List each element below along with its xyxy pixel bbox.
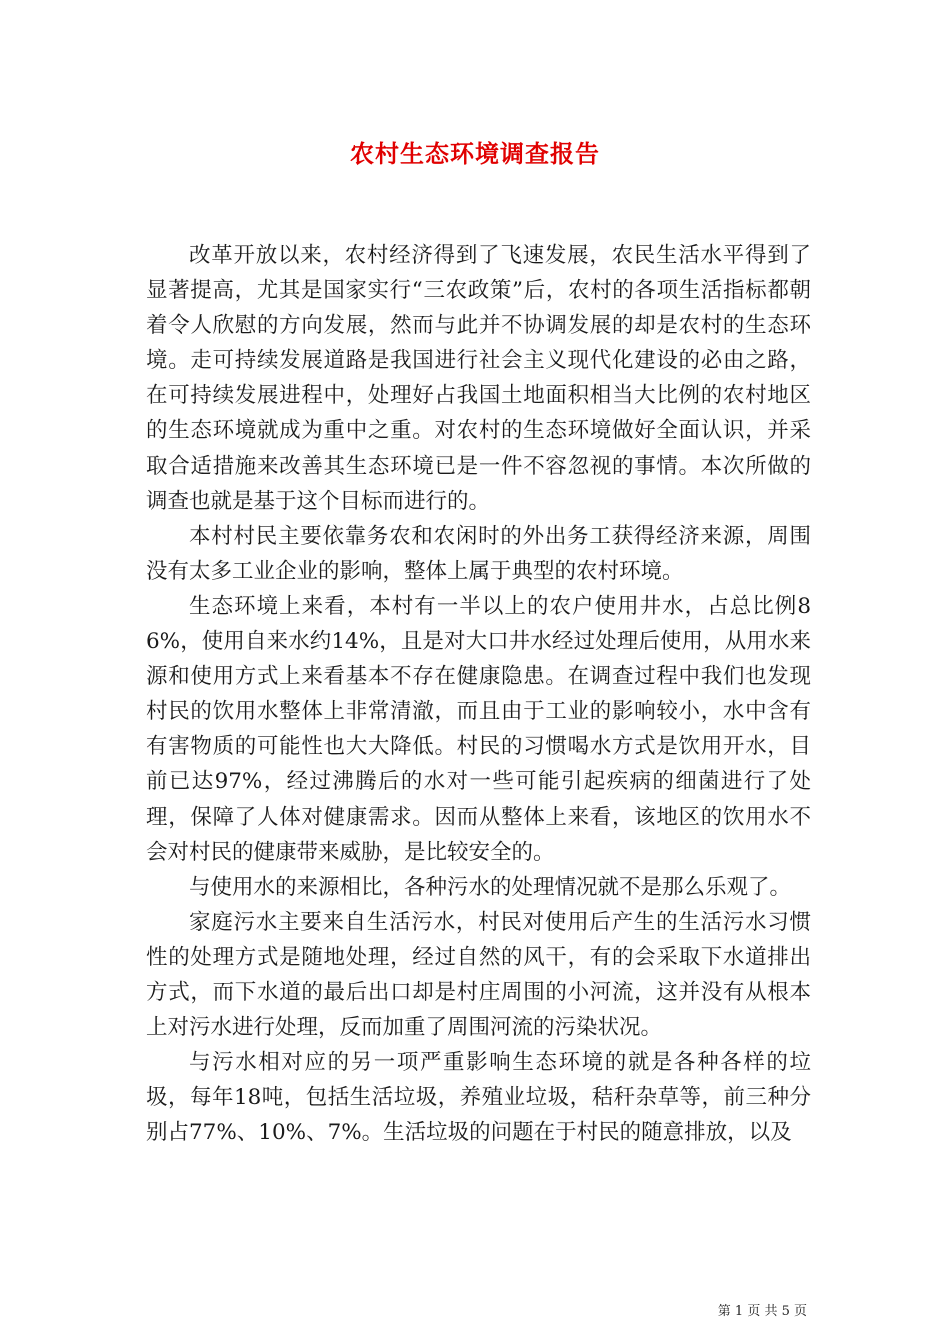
page-number: 第 1 页 共 5 页 [717, 1304, 807, 1319]
paragraph-water-source: 生态环境上来看，本村有一半以上的农户使用井水，占总比例86%，使用自来水约14%，且是对大口井水经过处理后使用，从用水来源和使用方式上来看基本不存在健康隐患。在调查过程中我们也发现村民的饮用水整体上非常清澈，而且由于工业的影响较小，水中含有有害物质的可能性也大大降低。村民的习惯喝水方式是饮用开水，目前已达97%，经过沸腾后的水对一些可能引起疾病的细菌进行了处理，保障了人体对健康需求。因而从整体上来看，该地区的饮用水不会对村民的健康带来威胁，是比较安全的。 [146, 593, 811, 865]
paragraph-garbage: 与污水相对应的另一项严重影响生态环境的就是各种各样的垃圾，每年18吨，包括生活垃圾，养殖业垃圾，秸秆杂草等，前三种分别占77%、10%、7%。生活垃圾的问题在于村民的随意排放，以及 [146, 1050, 811, 1146]
paragraph-village-economy: 本村村民主要依靠务农和农闲时的外出务工获得经济来源，周围没有太多工业企业的影响，整体上属于典型的农村环境。 [146, 523, 811, 584]
paragraph-household-sewage: 家庭污水主要来自生活污水，村民对使用后产生的生活污水习惯性的处理方式是随地处理，经过自然的风干，有的会采取下水道排出方式，而下水道的最后出口却是村庄周围的小河流，这并没有从根本上对污水进行处理，反而加重了周围河流的污染状况。 [146, 909, 811, 1041]
document-body [146, 238, 811, 1150]
paragraph-sewage-intro: 与使用水的来源相比，各种污水的处理情况就不是那么乐观了。 [189, 874, 792, 900]
document-title: 农村生态环境调查报告 [350, 139, 600, 168]
paragraph-intro: 改革开放以来，农村经济得到了飞速发展，农民生活水平得到了显著提高，尤其是国家实行“三农政策”后，农村的各项生活指标都朝着令人欣慰的方向发展，然而与此并不协调发展的却是农村的生态环境。走可持续发展道路是我国进行社会主义现代化建设的必由之路，在可持续发展进程中，处理好占我国土地面积相当大比例的农村地区的生态环境就成为重中之重。对农村的生态环境做好全面认识，并采取合适措施来改善其生态环境已是一件不容忽视的事情。本次所做的调查也就是基于这个目标而进行的。 [146, 243, 811, 514]
